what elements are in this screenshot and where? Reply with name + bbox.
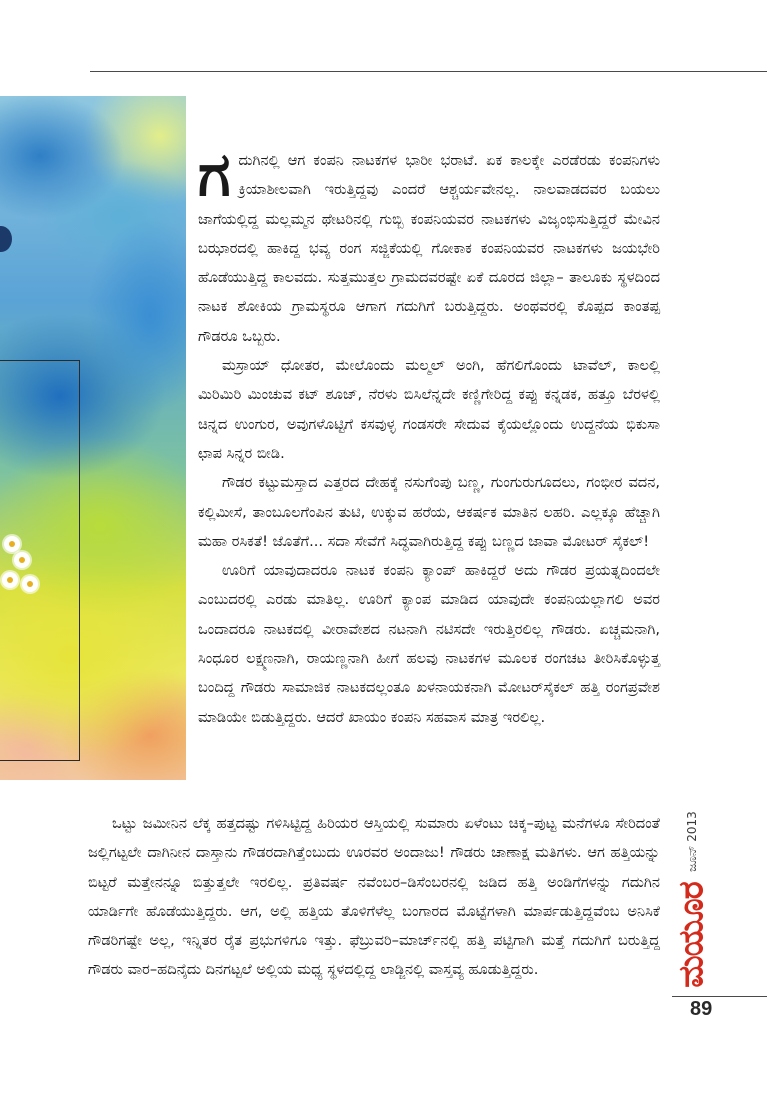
flower-icon (2, 572, 18, 588)
flower-icon (14, 552, 30, 568)
issue-date-text: ಜೂನ್ 2013 (684, 810, 699, 872)
paragraph-text: ದುಗಿನಲ್ಲಿ ಆಗ ಕಂಪನಿ ನಾಟಕಗಳ ಭಾರೀ ಭರಾಟೆ. ಏಕ ಕಾಲಕ್ಕೇ ಎರಡೆರಡು ಕಂಪನಿಗಳು ಕ್ರಿಯಾಶೀಲವಾಗಿ ಇರುತ್ತಿದ್ದವು ಎಂದರೆ ಆಶ್ಚರ್ಯವೇನಲ್ಲ. ನಾಲವಾಡದವರ ಬಯಲು ಜಾಗೆಯಲ್ಲಿದ್ದ ಮಲ್ಲಮ್ಮನ ಥೇಟರಿನಲ್ಲಿ ಗುಬ್ಬಿ ಕಂಪನಿಯವರ ನಾಟಕಗಳು ವಿಜೃಂಭಿಸುತ್ತಿದ್ದರೆ ಮೇವಿನ ಬಝಾರದಲ್ಲಿ ಹಾಕಿದ್ದ ಭವ್ಯ ರಂಗ ಸಜ್ಜಿಕೆಯಲ್ಲಿ ಗೋಕಾಕ ಕಂಪನಿಯವರ ನಾಟಕಗಳು ಜಯಭೇರಿ ಹೊಡೆಯುತ್ತಿದ್ದ ಕಾಲವದು. ಸುತ್ತಮುತ್ತಲ ಗ್ರಾಮದವರಷ್ಟೇ ಏಕೆ ದೂರದ ಜಿಲ್ಲಾ– ತಾಲೂಕು ಸ್ಥಳದಿಂದ ನಾಟಕ ಶೋಕಿಯ ಗ್ರಾಮಸ್ಥರೂ ಆಗಾಗ ಗದುಗಿಗೆ ಬರುತ್ತಿದ್ದರು. ಅಂಥವರಲ್ಲಿ ಕೊಪ್ಪದ ಕಾಂತಪ್ಪ ಗೌಡರೂ ಒಬ್ಬರು. (198, 152, 660, 345)
article-paragraph-4: ಊರಿಗೆ ಯಾವುದಾದರೂ ನಾಟಕ ಕಂಪನಿ ಕ್ಯಾಂಪ್ ಹಾಕಿದ್ದರೆ ಅದು ಗೌಡರ ಪ್ರಯತ್ನದಿಂದಲೇ ಎಂಬುದರಲ್ಲಿ ಎರಡು ಮಾತಿಲ್ಲ. ಊರಿಗೆ ಕ್ಯಾಂಪ ಮಾಡಿದ ಯಾವುದೇ ಕಂಪನಿಯಲ್ಲಾಗಲಿ ಅವರ ಒಂದಾದರೂ ನಾಟಕದಲ್ಲಿ ವೀರಾವೇಶದ ನಟನಾಗಿ ನಟಿಸದೇ ಇರುತ್ತಿರಲಿಲ್ಲ ಗೌಡರು. ಏಚ್ಚಮನಾಗಿ, ಸಿಂಧೂರ ಲಕ್ಷ್ಮಣನಾಗಿ, ರಾಯಣ್ಣನಾಗಿ ಹೀಗೆ ಹಲವು ನಾಟಕಗಳ ಮೂಲಕ ರಂಗಚಟ ತೀರಿಸಿಕೊಳ್ಳುತ್ತ ಬಂದಿದ್ದ ಗೌಡರು ಸಾಮಾಜಿಕ ನಾಟಕದಲ್ಲಂತೂ ಖಳನಾಯಕನಾಗಿ ಮೋಟರ್‌ಸೈಕಲ್ ಹತ್ತಿ ರಂಗಪ್ರವೇಶ ಮಾಡಿಯೇ ಬಿಡುತ್ತಿದ್ದರು. ಆದರೆ ಖಾಯಂ ಕಂಪನಿ ಸಹವಾಸ ಮಾತ್ರ ಇರಲಿಲ್ಲ. (198, 562, 660, 726)
issue-date (670, 800, 714, 882)
article-paragraph-1 (198, 140, 660, 351)
flower-icon (22, 576, 38, 592)
magazine-logo (670, 880, 714, 990)
magazine-logo-text: ಮಯೂರ (672, 882, 712, 988)
article-paragraph-3: ಗೌಡರ ಕಟ್ಟುಮಸ್ತಾದ ಎತ್ತರದ ದೇಹಕ್ಕೆ ನಸುಗೆಂಪು ಬಣ್ಣ, ಗುಂಗುರುಗೂದಲು, ಗಂಭೀರ ವದನ, ಕಲ್ಲಿಮೀಸೆ, ತಾಂಬೂಲಗೆಂಪಿನ ತುಟಿ, ಉಕ್ಕುವ ಹರೆಯ, ಆಕರ್ಷಕ ಮಾತಿನ ಲಹರಿ. ಎಲ್ಲಕ್ಕೂ ಹೆಚ್ಚಾಗಿ ಮಹಾ ರಸಿಕತೆ! ಜೊತೆಗೆ... ಸದಾ ಸೇವೆಗೆ ಸಿದ್ಧವಾಗಿರುತ್ತಿದ್ದ ಕಪ್ಪು ಬಣ್ಣದ ಜಾವಾ ಮೋಟರ್ ಸೈಕಲ್! (198, 474, 660, 550)
magazine-masthead (670, 800, 714, 988)
illustration-dark-spot (0, 226, 12, 252)
drop-cap: ಗ (198, 140, 231, 210)
footer-rule (672, 996, 767, 997)
page-number: 89 (690, 998, 713, 1020)
article-body-wide (88, 809, 660, 985)
article-paragraph-2: ಮಸ್ರಾಯ್ ಧೋತರ, ಮೇಲೊಂದು ಮಲ್ಮಲ್ ಅಂಗಿ, ಹೆಗಲಿಗೊಂದು ಟಾವೆಲ್, ಕಾಲಲ್ಲಿ ಮಿರಿಮಿರಿ ಮಿಂಚುವ ಕಟ್ ಶೂಜ್, ನೆರಳು ಬಿಸಿಲೆನ್ನದೇ ಕಣ್ಣಿಗೇರಿದ್ದ ಕಪ್ಪು ಕನ್ನಡಕ, ಹತ್ತೂ ಬೆರಳಲ್ಲಿ ಚಿನ್ನದ ಉಂಗುರ, ಅವುಗಳೊಟ್ಟಿಗೆ ಕಸವುಳ್ಳ ಗಂಡಸರೇ ಸೇದುವ ಕೈಯಲ್ಲೊಂದು ಉದ್ದನೆಯ ಭಿಕುಸಾ ಛಾಪ ಸಿನ್ನರ ಬೀಡಿ. (198, 357, 660, 462)
illustration-frame-line-bottom (0, 760, 80, 761)
illustration-frame-line-side (79, 360, 80, 760)
article-paragraph-5: ಒಟ್ಟು ಜಮೀನಿನ ಲೆಕ್ಕ ಹತ್ತದಷ್ಟು ಗಳಿಸಿಟ್ಟಿದ್ದ ಹಿರಿಯರ ಆಸ್ತಿಯಲ್ಲಿ ಸುಮಾರು ಏಳೆಂಟು ಚಿಕ್ಕ–ಪುಟ್ಟ ಮನೆಗಳೂ ಸೇರಿದಂತೆ ಜಲ್ಲಿಗಟ್ಟಲೇ ದಾಗಿನೀನ ದಾಸ್ತಾನು ಗೌಡರದಾಗಿತ್ತೆಂಬುದು ಊರವರ ಅಂದಾಜು! ಗೌಡರು ಚಾಣಾಕ್ಷ ಮತಿಗಳು. ಆಗ ಹತ್ತಿಯನ್ನು ಬಿಟ್ಟರೆ ಮತ್ತೇನನ್ನೂ ಬಿತ್ತುತ್ತಲೇ ಇರಲಿಲ್ಲ. ಪ್ರತಿವರ್ಷ ನವೆಂಬರ–ಡಿಸೆಂಬರನಲ್ಲಿ ಜಡಿದ ಹತ್ತಿ ಅಂಡಿಗೆಗಳನ್ನು ಗದುಗಿನ ಯಾರ್ಡಿಗೇ ಹೊಡೆಯುತ್ತಿದ್ದರು. ಆಗ, ಅಲ್ಲಿ ಹತ್ತಿಯ ತೊಳಿಗೆಳೆಲ್ಲ ಬಂಗಾರದ ಮೊಟ್ಟೆಗಳಾಗಿ ಮಾರ್ಪಡುತ್ತಿದ್ದವೆಂಬ ಅನಿಸಿಕೆ ಗೌಡರಿಗಷ್ಟೇ ಅಲ್ಲ, ಇನ್ನಿತರ ರೈತ ಪ್ರಭುಗಳಿಗೂ ಇತ್ತು. ಫೆಬ್ರುವರಿ–ಮಾರ್ಚ್‌ನಲ್ಲಿ ಹತ್ತಿ ಪಟ್ಟಿಗಾಗಿ ಮತ್ತೆ ಗದುಗಿಗೆ ಬರುತ್ತಿದ್ದ ಗೌಡರು ವಾರ–ಹದಿನೈದು ದಿನಗಟ್ಟಲೆ ಅಲ್ಲಿಯ ಮಧ್ಯ ಸ್ಥಳದಲ್ಲಿದ್ದ ಲಾಡ್ಜಿನಲ್ಲಿ ವಾಸ್ತವ್ಯ ಹೂಡುತ್ತಿದ್ದರು. (88, 815, 660, 979)
flower-icon (4, 536, 20, 552)
article-body-narrow (198, 140, 660, 732)
watercolor-illustration (0, 96, 186, 780)
illustration-frame-line-top (0, 360, 80, 361)
top-rule (90, 71, 767, 72)
